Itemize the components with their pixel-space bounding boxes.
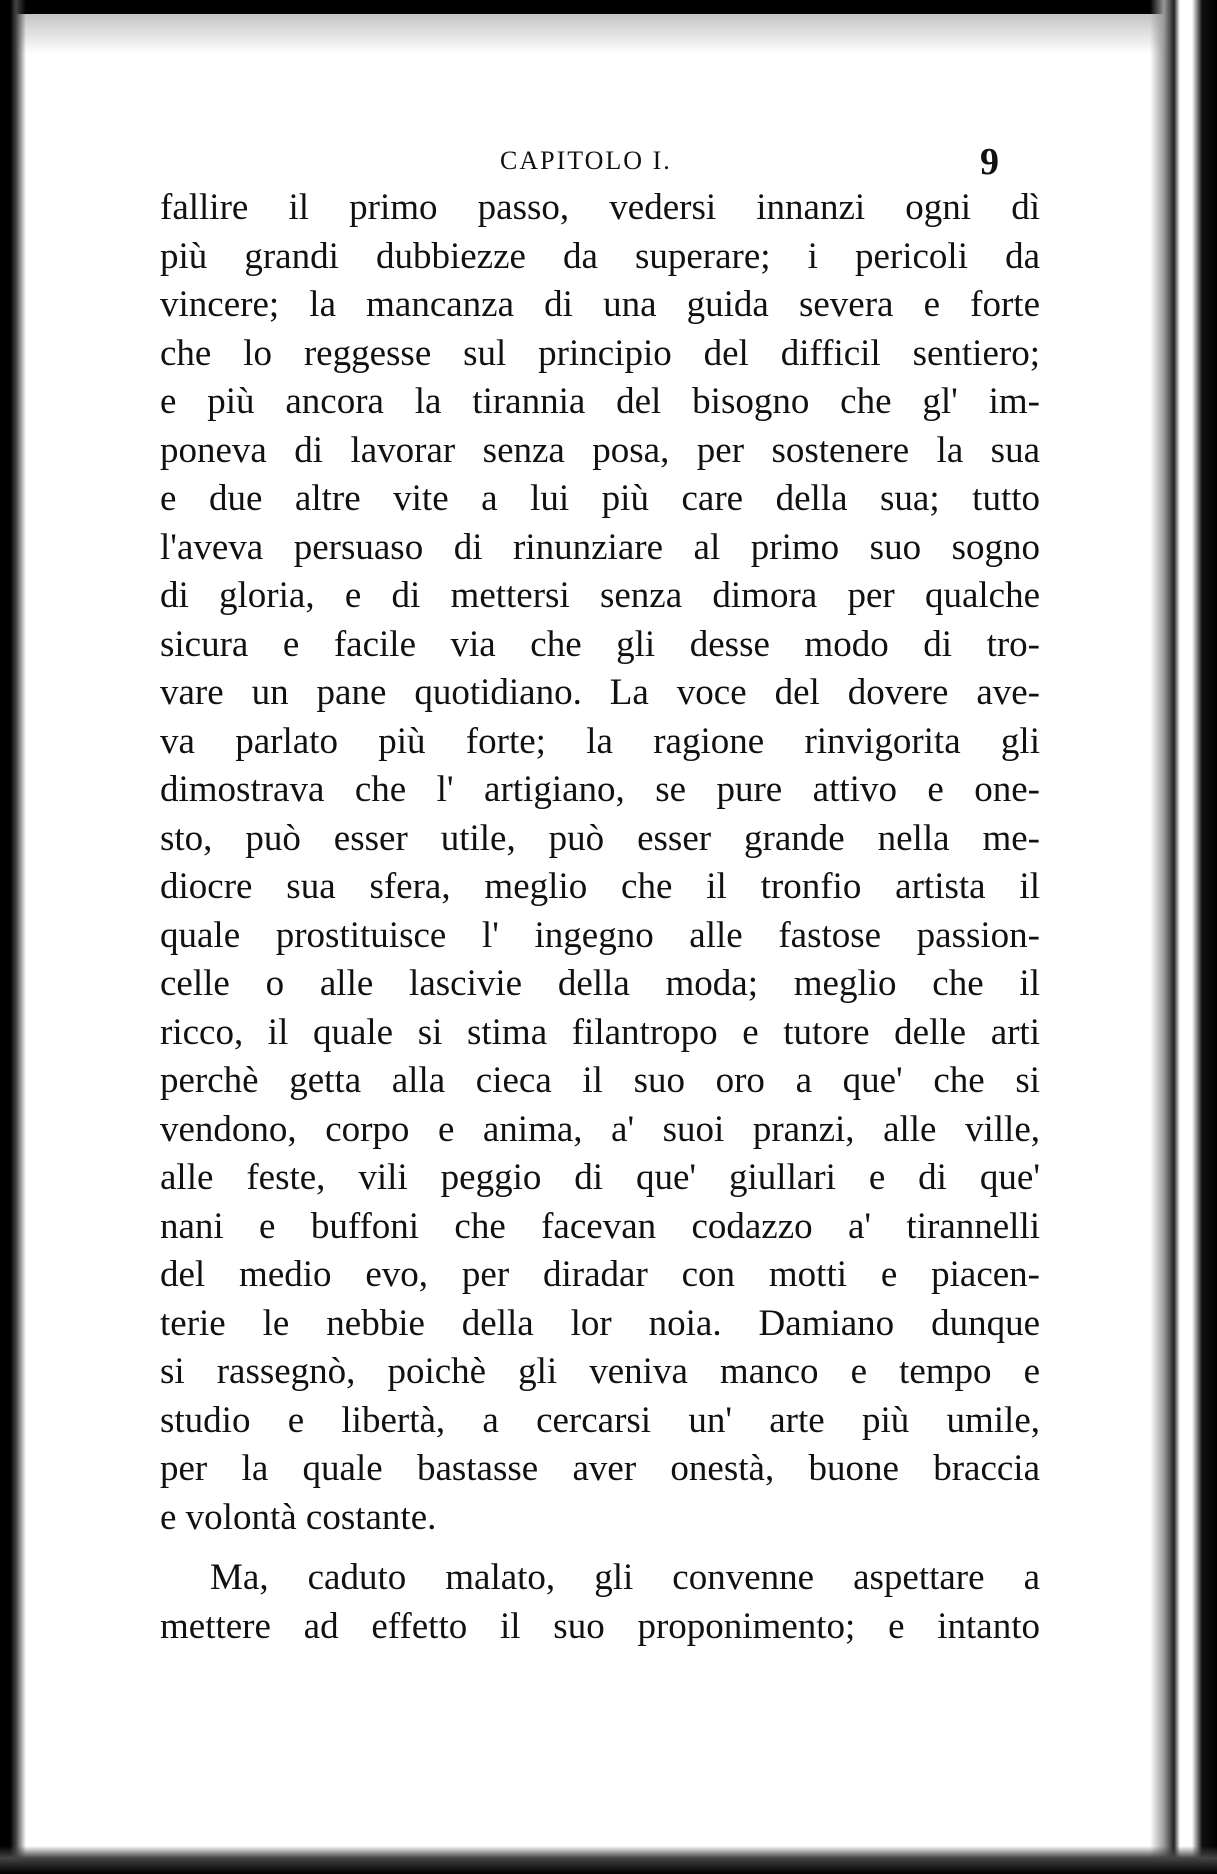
text-line: studio e libertà, a cercarsi un' arte più umile, xyxy=(160,1399,1040,1441)
text-line: di gloria, e di mettersi senza dimora per qualche xyxy=(160,575,1040,616)
text-line: fallire il primo passo, vedersi innanzi ogni dì xyxy=(160,187,1040,228)
text-line: si rassegnò, poichè gli veniva manco e tempo e xyxy=(160,1351,1040,1392)
scan-border-left xyxy=(0,0,26,1874)
text-line: alle feste, vili peggio di que' giullari e di que' xyxy=(160,1157,1040,1198)
text-line: l'aveva persuaso di rinunziare al primo suo sogno xyxy=(160,526,1040,568)
text-line: nani e buffoni che facevan codazzo a' tirannelli xyxy=(160,1205,1040,1247)
text-line: ricco, il quale si stima filantropo e tutore delle arti xyxy=(160,1011,1040,1053)
text-line: celle o alle lascivie della moda; meglio che il xyxy=(160,963,1040,1004)
text-line: terie le nebbie della lor noia. Damiano dunque xyxy=(160,1302,1040,1344)
page-number: 9 xyxy=(980,141,999,183)
text-line: vendono, corpo e anima, a' suoi pranzi, alle ville, xyxy=(160,1108,1040,1150)
scan-border-right xyxy=(1150,0,1217,1874)
paragraph-1 xyxy=(160,184,1040,1542)
text-line: sto, può esser utile, può esser grande nella me- xyxy=(160,817,1040,859)
text-line: mettere ad effetto il suo proponimento; e intanto xyxy=(160,1605,1040,1647)
body-text xyxy=(160,184,1040,1651)
text-line: che lo reggesse sul principio del difficil sentiero; xyxy=(160,332,1040,374)
text-line: del medio evo, per diradar con motti e piacen- xyxy=(160,1254,1040,1295)
text-line: dimostrava che l' artigiano, se pure attivo e one- xyxy=(160,769,1040,810)
text-line: diocre sua sfera, meglio che il tronfio artista il xyxy=(160,866,1040,907)
paragraph-2 xyxy=(160,1554,1040,1603)
text-line: vincere; la mancanza di una guida severa e forte xyxy=(160,284,1040,325)
text-line: poneva di lavorar senza posa, per sostenere la sua xyxy=(160,429,1040,471)
paragraph-gap xyxy=(160,1542,1040,1554)
text-line: perchè getta alla cieca il suo oro a que' che si xyxy=(160,1060,1040,1101)
text-line: e più ancora la tirannia del bisogno che gl' im- xyxy=(160,381,1040,422)
text-line: va parlato più forte; la ragione rinvigorita gli xyxy=(160,720,1040,762)
scan-shadow-top xyxy=(0,14,1217,54)
text-line: Ma, caduto malato, gli convenne aspettare a xyxy=(210,1557,1040,1598)
text-line: vare un pane quotidiano. La voce del dovere ave- xyxy=(160,672,1040,713)
scan-border-top xyxy=(0,0,1217,14)
text-line: più grandi dubbiezze da superare; i pericoli da xyxy=(160,235,1040,277)
text-line: e due altre vite a lui più care della sua; tutto xyxy=(160,478,1040,519)
running-head: CAPITOLO I. xyxy=(500,146,672,175)
paragraph-2-continued xyxy=(160,1603,1040,1652)
text-line: sicura e facile via che gli desse modo di tro- xyxy=(160,623,1040,665)
text-line: e volontà costante. xyxy=(160,1496,437,1538)
text-line: quale prostituisce l' ingegno alle fastose passion- xyxy=(160,914,1040,956)
text-line: per la quale bastasse aver onestà, buone braccia xyxy=(160,1448,1040,1489)
scan-border-bottom xyxy=(0,1846,1217,1874)
page-header xyxy=(160,140,1060,184)
